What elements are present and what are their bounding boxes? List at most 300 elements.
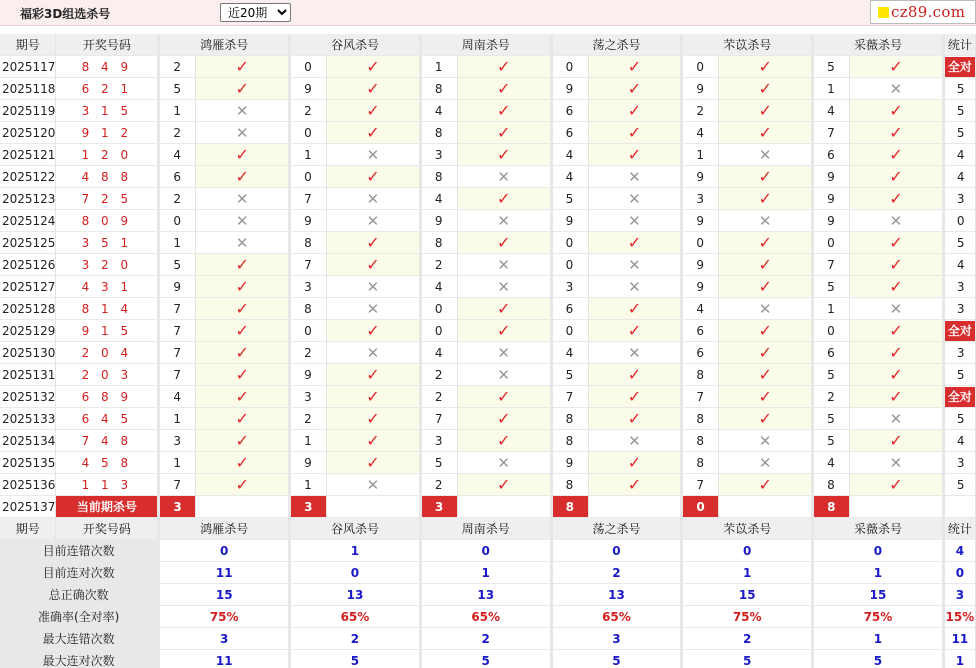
result-mark-cell <box>719 100 814 122</box>
cross-icon: ✕ <box>235 233 249 252</box>
result-mark-cell <box>458 430 553 452</box>
empty-cell <box>196 496 291 518</box>
check-icon: ✓ <box>496 474 511 494</box>
cross-icon: ✕ <box>628 167 641 186</box>
stat-cell <box>945 320 976 342</box>
kill-number-cell: 0 <box>291 122 327 144</box>
check-icon: ✓ <box>889 56 903 76</box>
stat-value: 3 <box>956 455 965 470</box>
cross-icon: ✕ <box>889 299 903 318</box>
cross-icon: ✕ <box>497 255 510 274</box>
kill-number-cell: 9 <box>814 188 850 210</box>
kill-number-cell: 1 <box>291 474 327 496</box>
stats-value: 1 <box>291 540 422 562</box>
check-icon: ✓ <box>889 342 903 362</box>
cross-icon: ✕ <box>889 409 903 428</box>
stats-total: 15% <box>945 606 976 628</box>
result-mark-cell <box>327 166 422 188</box>
period-cell: 2025130 <box>0 342 56 364</box>
stats-value: 75% <box>160 606 291 628</box>
result-mark-cell <box>196 298 291 320</box>
stat-value: 3 <box>956 301 965 316</box>
check-icon: ✓ <box>235 430 249 450</box>
check-icon: ✓ <box>496 298 511 318</box>
draw-numbers-cell: 1 2 0 <box>56 144 160 166</box>
cross-icon: ✕ <box>497 211 510 230</box>
check-icon: ✓ <box>235 56 249 76</box>
table-row <box>0 452 976 474</box>
stat-value: 5 <box>956 125 965 140</box>
result-mark-cell <box>589 254 684 276</box>
check-icon: ✓ <box>627 78 642 98</box>
draw-numbers-cell: 3 2 0 <box>56 254 160 276</box>
kill-number-cell: 8 <box>683 364 719 386</box>
result-mark-cell <box>719 56 814 78</box>
cross-icon: ✕ <box>889 211 903 230</box>
result-mark-cell <box>850 430 945 452</box>
stat-value: 4 <box>956 169 965 184</box>
stats-value: 65% <box>422 606 553 628</box>
result-mark-cell <box>196 254 291 276</box>
check-icon: ✓ <box>496 122 511 142</box>
check-icon: ✓ <box>758 166 772 186</box>
draw-numbers-cell: 8 4 9 <box>56 56 160 78</box>
kill-number-cell: 9 <box>160 276 196 298</box>
cross-icon: ✕ <box>235 101 249 120</box>
check-icon: ✓ <box>889 232 903 252</box>
check-icon: ✓ <box>758 232 772 252</box>
kill-number-cell: 8 <box>291 298 327 320</box>
check-icon: ✓ <box>235 364 249 384</box>
table-row <box>0 298 976 320</box>
period-cell: 2025120 <box>0 122 56 144</box>
kill-number-cell: 1 <box>683 144 719 166</box>
period-cell: 2025126 <box>0 254 56 276</box>
result-mark-cell <box>850 188 945 210</box>
kill-number-cell: 4 <box>422 100 458 122</box>
stats-value: 2 <box>422 628 553 650</box>
col-expert: 采薇杀号 <box>814 34 945 56</box>
period-cell: 2025134 <box>0 430 56 452</box>
result-mark-cell <box>719 188 814 210</box>
kill-number-cell: 8 <box>553 430 589 452</box>
kill-number-cell: 9 <box>814 166 850 188</box>
result-mark-cell <box>458 166 553 188</box>
result-mark-cell <box>719 320 814 342</box>
stats-label: 准确率(全对率) <box>0 606 160 628</box>
stat-cell <box>945 364 976 386</box>
result-mark-cell <box>719 364 814 386</box>
current-body <box>0 496 976 518</box>
check-icon: ✓ <box>235 452 249 472</box>
kill-number-cell: 3 <box>422 144 458 166</box>
kill-number-cell: 7 <box>160 320 196 342</box>
stats-total: 1 <box>945 650 976 668</box>
empty-cell <box>850 496 945 518</box>
result-mark-cell <box>850 386 945 408</box>
result-mark-cell <box>850 408 945 430</box>
period-cell: 2025132 <box>0 386 56 408</box>
table-row <box>0 100 976 122</box>
period-cell: 2025129 <box>0 320 56 342</box>
kill-number-cell: 4 <box>814 100 850 122</box>
draw-numbers-cell: 9 1 5 <box>56 320 160 342</box>
kill-number-cell: 2 <box>291 100 327 122</box>
cross-icon: ✕ <box>235 123 249 142</box>
result-mark-cell <box>850 100 945 122</box>
col-period: 期号 <box>0 518 56 540</box>
result-mark-cell <box>327 100 422 122</box>
table-row <box>0 254 976 276</box>
result-mark-cell <box>589 342 684 364</box>
result-mark-cell <box>589 188 684 210</box>
check-icon: ✓ <box>627 232 642 252</box>
check-icon: ✓ <box>235 320 249 340</box>
stats-row <box>0 606 976 628</box>
result-mark-cell <box>589 122 684 144</box>
check-icon: ✓ <box>758 100 772 120</box>
cross-icon: ✕ <box>758 299 772 318</box>
kill-number-cell: 2 <box>160 56 196 78</box>
kill-number-cell: 3 <box>291 276 327 298</box>
result-mark-cell <box>327 430 422 452</box>
stat-value: 5 <box>956 103 965 118</box>
result-mark-cell <box>850 342 945 364</box>
kill-number-cell: 2 <box>422 386 458 408</box>
period-range-select[interactable] <box>220 3 291 22</box>
check-icon: ✓ <box>496 188 511 208</box>
cross-icon: ✕ <box>628 211 641 230</box>
results-grid <box>0 34 976 668</box>
table-row <box>0 166 976 188</box>
stat-value: 4 <box>956 147 965 162</box>
kill-number-cell: 4 <box>683 122 719 144</box>
result-mark-cell <box>458 144 553 166</box>
kill-number-cell: 3 <box>683 188 719 210</box>
stat-value: 4 <box>956 433 965 448</box>
check-icon: ✓ <box>496 320 511 340</box>
check-icon: ✓ <box>235 166 249 186</box>
stat-value: 5 <box>956 367 965 382</box>
kill-number-cell: 8 <box>814 474 850 496</box>
draw-numbers-cell: 4 3 1 <box>56 276 160 298</box>
stats-value: 15 <box>814 584 945 606</box>
result-mark-cell <box>196 452 291 474</box>
table-row <box>0 144 976 166</box>
stats-value: 0 <box>291 562 422 584</box>
kill-number-cell: 8 <box>683 408 719 430</box>
result-mark-cell <box>327 276 422 298</box>
kill-number-cell: 1 <box>814 298 850 320</box>
check-icon: ✓ <box>496 408 511 428</box>
kill-number-cell: 9 <box>291 364 327 386</box>
check-icon: ✓ <box>627 56 642 76</box>
check-icon: ✓ <box>496 232 511 252</box>
kill-number-cell: 0 <box>683 56 719 78</box>
logo-text: cz89.com <box>891 3 966 21</box>
result-mark-cell <box>327 386 422 408</box>
stats-body <box>0 518 976 668</box>
check-icon: ✓ <box>889 430 903 450</box>
kill-number-cell: 7 <box>291 188 327 210</box>
result-mark-cell <box>589 232 684 254</box>
kill-number-cell: 1 <box>160 408 196 430</box>
draw-numbers-cell: 6 4 5 <box>56 408 160 430</box>
result-mark-cell <box>327 56 422 78</box>
empty-cell <box>719 496 814 518</box>
result-mark-cell <box>196 144 291 166</box>
kill-number-cell: 6 <box>553 298 589 320</box>
cross-icon: ✕ <box>758 453 772 472</box>
kill-number-table <box>0 34 976 668</box>
result-mark-cell <box>589 78 684 100</box>
result-mark-cell <box>589 320 684 342</box>
check-icon: ✓ <box>889 166 903 186</box>
kill-number-cell: 9 <box>291 78 327 100</box>
draw-numbers-cell: 2 0 4 <box>56 342 160 364</box>
kill-number-cell: 6 <box>160 166 196 188</box>
period-cell: 2025118 <box>0 78 56 100</box>
cross-icon: ✕ <box>497 365 510 384</box>
stats-value: 2 <box>553 562 684 584</box>
kill-number-cell: 7 <box>422 408 458 430</box>
stats-value: 13 <box>422 584 553 606</box>
stat-cell <box>945 408 976 430</box>
table-row <box>0 430 976 452</box>
draw-numbers-cell: 7 2 5 <box>56 188 160 210</box>
period-cell: 2025127 <box>0 276 56 298</box>
stats-value: 0 <box>683 540 814 562</box>
stat-cell <box>945 166 976 188</box>
result-mark-cell <box>719 144 814 166</box>
logo-square-icon <box>878 7 889 18</box>
stat-cell <box>945 56 976 78</box>
check-icon: ✓ <box>627 100 642 120</box>
result-mark-cell <box>850 364 945 386</box>
check-icon: ✓ <box>366 364 380 384</box>
check-icon: ✓ <box>758 122 772 142</box>
stats-value: 65% <box>553 606 684 628</box>
result-mark-cell <box>458 100 553 122</box>
empty-cell <box>327 496 422 518</box>
draw-numbers-cell: 7 4 8 <box>56 430 160 452</box>
stat-cell <box>945 232 976 254</box>
result-mark-cell <box>458 78 553 100</box>
kill-number-cell: 7 <box>683 386 719 408</box>
kill-number-cell: 0 <box>553 232 589 254</box>
col-expert: 谷风杀号 <box>291 518 422 540</box>
stats-row <box>0 540 976 562</box>
check-icon: ✓ <box>758 320 772 340</box>
result-mark-cell <box>589 364 684 386</box>
stats-total: 11 <box>945 628 976 650</box>
empty-cell <box>945 496 976 518</box>
cross-icon: ✕ <box>628 189 641 208</box>
kill-number-cell: 4 <box>422 276 458 298</box>
table-row <box>0 276 976 298</box>
cross-icon: ✕ <box>628 343 641 362</box>
check-icon: ✓ <box>235 474 249 494</box>
kill-number-cell: 7 <box>553 386 589 408</box>
top-bar <box>0 0 976 26</box>
stats-label: 目前连对次数 <box>0 562 160 584</box>
kill-number-cell: 5 <box>160 254 196 276</box>
stat-cell <box>945 188 976 210</box>
period-cell: 2025136 <box>0 474 56 496</box>
stat-cell <box>945 386 976 408</box>
draw-numbers-cell: 6 2 1 <box>56 78 160 100</box>
stats-value: 0 <box>422 540 553 562</box>
rows-body <box>0 56 976 496</box>
col-expert: 周南杀号 <box>422 34 553 56</box>
kill-number-cell: 4 <box>553 166 589 188</box>
period-cell: 2025121 <box>0 144 56 166</box>
check-icon: ✓ <box>235 408 249 428</box>
current-kill-number: 3 <box>422 496 458 518</box>
kill-number-cell: 4 <box>422 188 458 210</box>
stats-value: 15 <box>683 584 814 606</box>
result-mark-cell <box>589 276 684 298</box>
stats-value: 0 <box>814 540 945 562</box>
all-correct-badge: 全对 <box>945 321 975 341</box>
cross-icon: ✕ <box>628 255 641 274</box>
check-icon: ✓ <box>627 320 642 340</box>
result-mark-cell <box>719 474 814 496</box>
period-cell: 2025125 <box>0 232 56 254</box>
kill-number-cell: 2 <box>422 474 458 496</box>
cross-icon: ✕ <box>628 277 641 296</box>
kill-number-cell: 7 <box>160 364 196 386</box>
cross-icon: ✕ <box>366 343 380 362</box>
result-mark-cell <box>458 188 553 210</box>
current-kill-number: 3 <box>291 496 327 518</box>
check-icon: ✓ <box>758 56 772 76</box>
cross-icon: ✕ <box>497 277 510 296</box>
period-cell: 2025122 <box>0 166 56 188</box>
check-icon: ✓ <box>889 188 903 208</box>
kill-number-cell: 2 <box>160 122 196 144</box>
kill-number-cell: 0 <box>291 56 327 78</box>
kill-number-cell: 9 <box>683 254 719 276</box>
kill-number-cell: 0 <box>553 320 589 342</box>
stat-cell <box>945 276 976 298</box>
table-row <box>0 474 976 496</box>
kill-number-cell: 4 <box>160 386 196 408</box>
cross-icon: ✕ <box>497 167 510 186</box>
stats-value: 3 <box>553 628 684 650</box>
check-icon: ✓ <box>758 474 772 494</box>
stats-value: 1 <box>422 562 553 584</box>
result-mark-cell <box>196 342 291 364</box>
result-mark-cell <box>196 188 291 210</box>
result-mark-cell <box>719 232 814 254</box>
draw-numbers-cell: 9 1 2 <box>56 122 160 144</box>
check-icon: ✓ <box>627 474 642 494</box>
stats-row <box>0 650 976 668</box>
kill-number-cell: 0 <box>553 56 589 78</box>
draw-numbers-cell: 8 0 9 <box>56 210 160 232</box>
col-expert: 采薇杀号 <box>814 518 945 540</box>
check-icon: ✓ <box>366 100 380 120</box>
result-mark-cell <box>850 144 945 166</box>
result-mark-cell <box>850 78 945 100</box>
result-mark-cell <box>589 386 684 408</box>
kill-number-cell: 9 <box>553 452 589 474</box>
col-stat: 统计 <box>945 518 976 540</box>
col-expert: 荡之杀号 <box>553 34 684 56</box>
result-mark-cell <box>458 56 553 78</box>
check-icon: ✓ <box>235 386 249 406</box>
stat-cell <box>945 474 976 496</box>
cross-icon: ✕ <box>758 211 772 230</box>
period-cell: 2025128 <box>0 298 56 320</box>
kill-number-cell: 3 <box>291 386 327 408</box>
stats-value: 0 <box>160 540 291 562</box>
result-mark-cell <box>458 364 553 386</box>
kill-number-cell: 8 <box>553 474 589 496</box>
site-logo[interactable] <box>870 0 976 24</box>
kill-number-cell: 5 <box>160 78 196 100</box>
result-mark-cell <box>589 474 684 496</box>
result-mark-cell <box>196 78 291 100</box>
stats-total: 4 <box>945 540 976 562</box>
stats-row <box>0 562 976 584</box>
period-cell: 2025123 <box>0 188 56 210</box>
stats-label: 最大连对次数 <box>0 650 160 668</box>
kill-number-cell: 1 <box>814 78 850 100</box>
kill-number-cell: 8 <box>683 430 719 452</box>
result-mark-cell <box>196 166 291 188</box>
result-mark-cell <box>589 56 684 78</box>
kill-number-cell: 4 <box>553 144 589 166</box>
kill-number-cell: 1 <box>160 232 196 254</box>
stats-label: 目前连错次数 <box>0 540 160 562</box>
stat-value: 3 <box>956 345 965 360</box>
check-icon: ✓ <box>889 364 903 384</box>
kill-number-cell: 2 <box>291 408 327 430</box>
check-icon: ✓ <box>758 188 772 208</box>
draw-numbers-cell: 6 8 9 <box>56 386 160 408</box>
kill-number-cell: 9 <box>683 276 719 298</box>
stats-value: 5 <box>422 650 553 668</box>
result-mark-cell <box>589 452 684 474</box>
kill-number-cell: 0 <box>814 320 850 342</box>
result-mark-cell <box>327 474 422 496</box>
result-mark-cell <box>196 474 291 496</box>
cross-icon: ✕ <box>889 79 903 98</box>
kill-number-cell: 9 <box>683 210 719 232</box>
kill-number-cell: 3 <box>160 430 196 452</box>
cross-icon: ✕ <box>366 189 380 208</box>
check-icon: ✓ <box>889 386 903 406</box>
stats-value: 1 <box>814 628 945 650</box>
kill-number-cell: 6 <box>814 342 850 364</box>
check-icon: ✓ <box>235 254 249 274</box>
table-row <box>0 232 976 254</box>
result-mark-cell <box>327 144 422 166</box>
draw-numbers-cell: 1 1 3 <box>56 474 160 496</box>
stat-value: 5 <box>956 411 965 426</box>
kill-number-cell: 5 <box>814 276 850 298</box>
result-mark-cell <box>719 430 814 452</box>
stat-cell <box>945 144 976 166</box>
stats-value: 65% <box>291 606 422 628</box>
period-cell: 2025137 <box>0 496 56 518</box>
result-mark-cell <box>719 122 814 144</box>
stats-value: 5 <box>683 650 814 668</box>
stat-value: 5 <box>956 81 965 96</box>
check-icon: ✓ <box>627 452 642 472</box>
